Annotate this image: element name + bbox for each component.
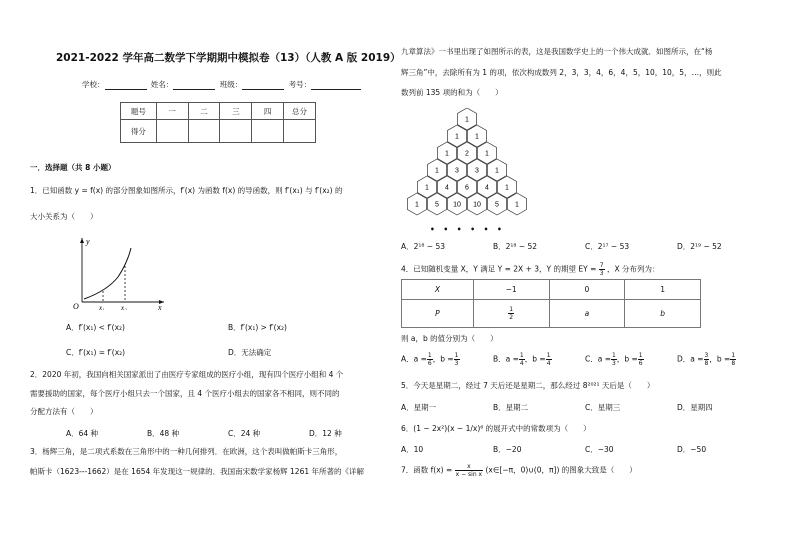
fraction-denominator: 3 (612, 360, 616, 367)
exam-no-field[interactable] (311, 81, 361, 90)
fraction-denominator: 3 (599, 270, 604, 277)
triangle-cell-value: 3 (455, 167, 459, 175)
table-cell: 得分 (121, 120, 157, 143)
triangle-cell-value: 1 (435, 167, 439, 175)
fraction-numerator: 1 (612, 352, 616, 359)
q4-option-a[interactable] (401, 352, 460, 367)
class-label: 班级： (219, 80, 243, 89)
triangle-cell-value: 1 (505, 184, 509, 192)
triangle-cell-value: 1 (485, 150, 489, 158)
table-row (402, 280, 701, 300)
table-cell: a (549, 300, 625, 328)
fraction-denominator: 2 (509, 314, 514, 321)
fraction-numerator: 1 (454, 352, 459, 359)
table-cell: 四 (252, 103, 284, 120)
expectation-fraction (599, 262, 605, 277)
fraction-denominator: 6 (427, 360, 432, 367)
q4-option-b[interactable] (493, 352, 552, 367)
fraction-numerator: 1 (519, 352, 524, 359)
yang-hui-triangle (403, 108, 531, 222)
fraction-denominator: 3 (454, 360, 459, 367)
q3-stem-line3: 九章算法》一书里出现了如图所示的表，这是我国数学史上的一个伟大成就．如图所示，在“杨 (401, 47, 713, 56)
q1-option-b[interactable]: B．f′(x₁) > f′(x₂) (228, 323, 287, 332)
table-cell: 总分 (284, 103, 316, 120)
y-axis-arrow-icon (80, 238, 84, 243)
q1-stem-line2: 大小关系为（ ） (30, 212, 98, 221)
option-fraction (546, 352, 552, 367)
q3-stem-line1: 3．杨辉三角，是二项式系数在三角形中的一种几何排列．在欧洲，这个表叫做帕斯卡三角形， (30, 447, 343, 456)
exam-no-label: 考号： (288, 80, 312, 89)
table-cell: X (402, 280, 474, 300)
q7-stem (401, 463, 637, 478)
fraction-numerator: 1 (731, 352, 736, 359)
table-cell: P (402, 300, 474, 328)
table-cell: 二 (188, 103, 220, 120)
q4-stem-b: ，X 分布列为： (606, 264, 660, 274)
q3-stem-line4: 辉三角”中，去除所有为 1 的项，依次构成数列 2，3，3，4，6，4，5，10，10，5，…，则此 (401, 68, 722, 77)
option-fraction (638, 352, 644, 367)
origin-label: O (73, 302, 79, 310)
q3-option-a[interactable]: A．2¹⁸ − 53 (401, 242, 446, 251)
section-one-title: 一．选择题（共 8 小题） (30, 163, 116, 172)
right-page (397, 0, 794, 560)
fraction-numerator: 1 (546, 352, 551, 359)
fraction-denominator: x − sin x (455, 471, 483, 478)
score-cell[interactable] (156, 120, 188, 143)
fraction-numerator: 1 (509, 306, 514, 313)
q6-option-b[interactable]: B．−20 (493, 445, 522, 454)
score-table-header-row (121, 103, 316, 120)
exam-title: 2021-2022 学年高二数学下学期期中模拟卷（13）（人教 A 版 2019） (56, 52, 401, 64)
triangle-cell-value: 1 (465, 116, 469, 124)
triangle-cell-value: 1 (475, 133, 479, 141)
q5-option-d[interactable]: D．星期四 (677, 403, 713, 412)
triangle-cell-value: 3 (475, 167, 479, 175)
q1-function-graph (68, 232, 178, 310)
option-text: C．a = (585, 354, 612, 364)
triangle-cell-value: 2 (465, 150, 469, 158)
x1-label: x₁ (99, 304, 105, 310)
triangle-cell-value: 1 (455, 133, 459, 141)
q5-option-a[interactable]: A．星期一 (401, 403, 437, 412)
fraction-numerator: x (455, 463, 483, 471)
table-row (402, 300, 701, 328)
student-info-row (82, 79, 361, 90)
q4-option-c[interactable] (585, 352, 644, 367)
score-cell[interactable] (284, 120, 316, 143)
triangle-cell-value: 1 (415, 201, 419, 209)
q3-option-b[interactable]: B．2¹⁸ − 52 (493, 242, 538, 251)
q3-stem-line2: 帕斯卡（1623---1662）是在 1654 年发现这一规律的．我国南宋数学家杨辉 1261 年所著的《详解 (30, 467, 365, 476)
fraction-numerator: 1 (638, 352, 643, 359)
score-table (120, 102, 316, 143)
option-text: ，b = (616, 354, 638, 364)
q4-ask: 则 a，b 的值分别为（ ） (401, 334, 498, 343)
q2-stem-line3: 分配方法有（ ） (30, 407, 98, 416)
table-cell: 题号 (121, 103, 157, 120)
probability-fraction (508, 306, 514, 321)
class-field[interactable] (242, 81, 284, 90)
table-cell: −1 (473, 280, 549, 300)
score-cell[interactable] (252, 120, 284, 143)
school-label: 学校： (82, 80, 105, 89)
option-text: B．a = (493, 354, 519, 364)
q5-stem: 5．今天是星期二，经过 7 天后还是星期二，那么经过 8²⁰²¹ 天后是（ ） (401, 381, 655, 390)
triangle-cell-value: 6 (465, 184, 469, 192)
option-text: ，b = (524, 354, 546, 364)
q1-stem-line1: 1．已知函数 y = f(x) 的部分图象如图所示，f′(x) 为函数 f(x) 的导函数，则 f′(x₁) 与 f′(x₂) 的 (30, 186, 343, 195)
q3-stem-line5: 数列前 135 项的和为（ ） (401, 88, 503, 97)
triangle-ellipsis: • • • • • • (430, 225, 505, 234)
q6-option-d[interactable]: D．−50 (677, 445, 707, 454)
q1-option-c[interactable]: C．f′(x₁) = f′(x₂) (66, 348, 126, 357)
q4-option-d[interactable] (677, 352, 736, 367)
option-text: ，b = (432, 354, 454, 364)
q1-option-d[interactable]: D．无法确定 (228, 348, 272, 357)
triangle-cell-value: 5 (435, 201, 439, 209)
table-cell: 三 (220, 103, 252, 120)
table-cell: 0 (549, 280, 625, 300)
function-curve (84, 248, 131, 299)
fraction-numerator: 7 (599, 262, 604, 269)
q4-stem (401, 262, 660, 277)
q3-option-d[interactable]: D．2¹⁹ − 52 (677, 242, 722, 251)
option-text: D．a = (677, 354, 704, 364)
function-fraction (455, 463, 483, 478)
distribution-table (401, 279, 701, 328)
table-cell: 一 (156, 103, 188, 120)
name-label: 姓名： (150, 80, 174, 89)
fraction-denominator: 6 (638, 360, 643, 367)
q6-stem: 6．(1 − 2x²)(x − 1/x)⁶ 的展开式中的常数项为（ ） (401, 424, 591, 433)
fraction-numerator: 1 (427, 352, 432, 359)
school-field[interactable] (105, 81, 147, 90)
triangle-cell-value: 1 (425, 184, 429, 192)
q6-option-a[interactable]: A．10 (401, 445, 424, 454)
table-cell (473, 300, 549, 328)
fraction-denominator: 4 (519, 360, 524, 367)
q5-option-b[interactable]: B．星期二 (493, 403, 529, 412)
q3-option-c[interactable]: C．2¹⁷ − 53 (585, 242, 630, 251)
q4-stem-a: 4．已知随机变量 X，Y 满足 Y = 2X + 3，Y 的期望 EY = (401, 264, 597, 274)
table-cell: b (625, 300, 701, 328)
score-cell[interactable] (188, 120, 220, 143)
option-fraction (730, 352, 736, 367)
table-cell: 1 (625, 280, 701, 300)
q2-stem-line2: 需要援助的国家，每个医疗小组只去一个国家，且 4 个医疗小组去的国家各不相同，则不同的 (30, 389, 340, 398)
q2-option-d[interactable]: D．12 种 (309, 429, 342, 438)
q5-option-c[interactable]: C．星期三 (585, 403, 621, 412)
option-fraction (454, 352, 460, 367)
q2-stem-line1: 2．2020 年初，我国向相关国家派出了由医疗专家组成的医疗小组，现有四个医疗小组和 4 个 (30, 370, 344, 379)
name-field[interactable] (173, 81, 215, 90)
q6-option-c[interactable]: C．−30 (585, 445, 614, 454)
triangle-cell-value: 5 (495, 201, 499, 209)
triangle-cell-value: 4 (445, 184, 449, 192)
option-text: ，b = (709, 354, 731, 364)
fraction-numerator: 3 (704, 352, 709, 359)
q7-stem-a: 7．函数 f(x) = (401, 465, 453, 475)
fraction-denominator: 4 (546, 360, 551, 367)
triangle-cell-value: 1 (515, 201, 519, 209)
q2-option-a[interactable]: A．64 种 (66, 429, 99, 438)
score-table-score-row (121, 120, 316, 143)
option-text: A．a = (401, 354, 427, 364)
triangle-cell-value: 4 (485, 184, 489, 192)
triangle-cell-value: 10 (473, 201, 481, 209)
x2-label: x₂ (121, 304, 127, 310)
triangle-cell-value: 1 (445, 150, 449, 158)
q2-option-b[interactable]: B．48 种 (147, 429, 180, 438)
fraction-denominator: 8 (731, 360, 736, 367)
fraction-denominator: 8 (704, 360, 709, 367)
triangle-cell-value: 1 (495, 167, 499, 175)
score-cell[interactable] (220, 120, 252, 143)
x-label: x (158, 303, 162, 310)
q7-stem-b: (x∈[−π，0)∪(0，π]) 的图象大致是（ ） (485, 465, 637, 475)
y-label: y (86, 237, 90, 246)
q2-option-c[interactable]: C．24 种 (228, 429, 261, 438)
triangle-cell-value: 10 (453, 201, 461, 209)
q1-option-a[interactable]: A．f′(x₁) < f′(x₂) (66, 323, 125, 332)
